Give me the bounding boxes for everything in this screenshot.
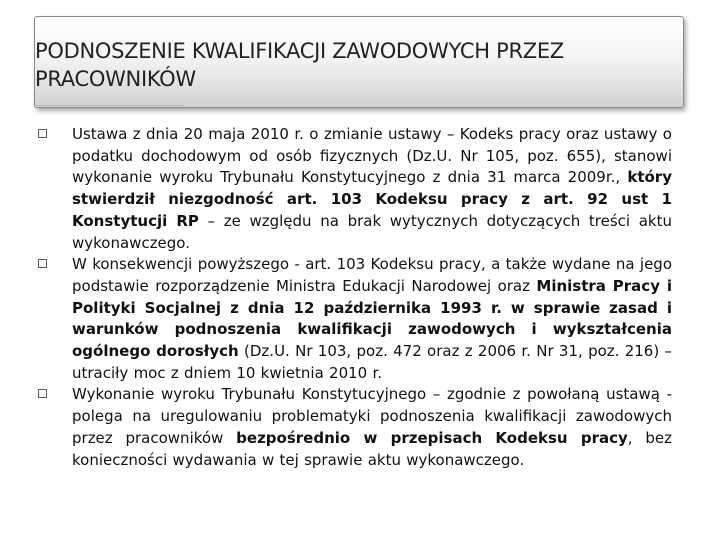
bullet-text-1 bbox=[72, 124, 672, 254]
text-segment: W konsekwencji powyższego - art. 103 Kodeksu pracy, a także wydane na jego podstawie rozporządzenie Ministra Edukacji Narodowej oraz bbox=[72, 255, 672, 295]
bold-segment: bezpośrednio w przepisach Kodeksu pracy bbox=[236, 428, 628, 447]
text-segment: Ustawa z dnia 20 maja 2010 r. o zmianie ustawy – Kodeks pracy oraz ustawy o podatku dochodowym od osób fizycznych (Dz.U. Nr 105, poz. 655), stanowi wykonanie wyroku Trybunału Konstytucyjnego z dnia 31 marca 2009r., bbox=[72, 125, 672, 187]
text-segment: (Dz.U. Nr 103, poz. 472 oraz z 2006 r. Nr 31, poz. 216) – utraciły moc z dniem 10 kwietnia 2010 r. bbox=[72, 342, 672, 382]
square-bullet-icon bbox=[38, 259, 47, 268]
bullet-text-2 bbox=[72, 254, 672, 384]
bullet-item-1 bbox=[38, 124, 672, 254]
square-bullet-icon bbox=[38, 389, 47, 398]
title-box bbox=[34, 16, 684, 108]
square-bullet-icon bbox=[38, 129, 47, 138]
title-underline bbox=[36, 105, 184, 106]
text-segment: – ze względu na brak wytycznych dotyczących treści aktu wykonawczego. bbox=[72, 211, 672, 252]
bold-segment: który stwierdził niezgodność art. 103 Kodeksu pracy z art. 92 ust 1 Konstytucji RP bbox=[72, 168, 672, 230]
bullet-item-2 bbox=[38, 254, 672, 384]
bullet-list bbox=[38, 124, 672, 471]
bullet-item-3 bbox=[38, 384, 672, 471]
bold-segment: Ministra Pracy i Polityki Socjalnej z dnia 12 października 1993 r. w sprawie zasad i warunków podnoszenia kwalifikacji zawodowych i wykształcenia ogólnego dorosłych bbox=[72, 276, 672, 361]
text-segment: , bez konieczności wydawania w tej sprawie aktu wykonawczego. bbox=[72, 428, 672, 469]
slide-title: PODNOSZENIE KWALIFIKACJI ZAWODOWYCH PRZEZ PRACOWNIKÓW bbox=[35, 39, 564, 91]
text-segment: Wykonanie wyroku Trybunału Konstytucyjnego – zgodnie z powołaną ustawą - polega na uregulowaniu problematyki podnoszenia kwalifikacji zawodowych przez pracowników bbox=[72, 385, 672, 447]
bullet-text-3 bbox=[72, 384, 672, 471]
